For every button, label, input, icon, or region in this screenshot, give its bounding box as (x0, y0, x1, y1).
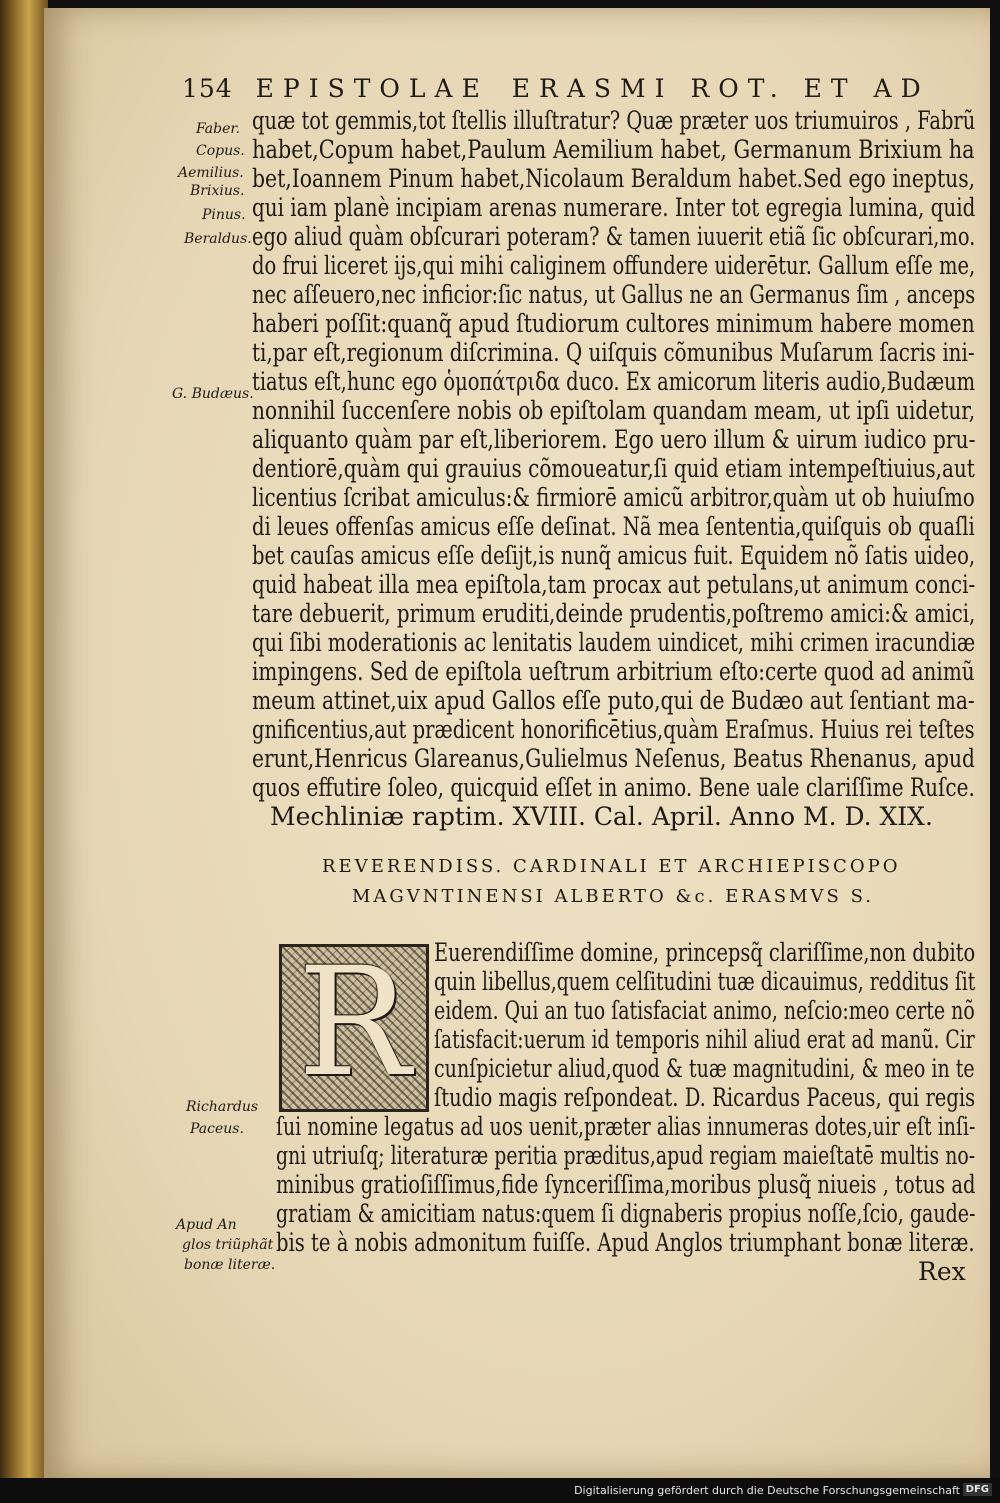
text-line: quæ tot gemmis,tot ſtellis illuſtratur? Quæ præter uos triumuiros , Fabrũ (252, 106, 976, 135)
text-line: impingens. Sed de epiſtola ueſtrum arbitrium eſto:certe quod ad animũ (252, 657, 975, 686)
margin-note: Pinus. (202, 207, 246, 223)
text-line: qui iam planè incipiam arenas numerare. Inter tot egregia lumina, quid (252, 193, 976, 222)
text-line: tare debuerit, primum eruditi,deinde prudentis,poſtremo amici:& amici, (252, 599, 976, 628)
text-line: nonnihil ſuccenſere nobis ob epiſtolam quandam meam, ut ipſi uidetur, (252, 396, 976, 425)
text-line: bet cauſas amicus eſſe deſijt,is nunq̃ amicus fuit. Equidem nõ ſatis uideo, (252, 541, 976, 570)
margin-note: Paceus. (190, 1121, 244, 1137)
margin-note: Aemilius. (178, 165, 244, 181)
text-line: cunſpicietur aliud,quod & tuæ magnitudini, & meo in te (434, 1054, 975, 1083)
margin-note: Beraldus. (184, 231, 252, 247)
text-line: quin libellus,quem celſitudini tuæ dicauimus, redditus ſit (434, 967, 976, 996)
text-line: ego aliud quàm obſcurari poteram? & tamen iuuerit etiã ſic obſcurari,mo. (252, 222, 976, 251)
letter-dateline: Mechliniæ raptim. XVIII. Cal. April. Anno M. D. XIX. (270, 802, 933, 831)
text-line: do frui liceret ijs,qui mihi caliginem offundere uiderētur. Gallum eſſe me, (252, 251, 976, 280)
running-title-right: ERASMI ROT. ET AD (511, 74, 930, 103)
catchword: Rex (918, 1257, 966, 1286)
text-line: qui ſibi moderationis ac lenitatis laudem uindicet, mihi crimen iracundiæ (252, 628, 976, 657)
text-line: ſtudio magis reſpondeat. D. Ricardus Paceus, qui regis (434, 1083, 976, 1112)
text-line: tiatus eſt,hunc ego ὁμοπάτριδα duco. Ex amicorum literis audio,Budæum (252, 367, 976, 396)
page-number: 154 (182, 74, 233, 103)
text-line: meum attinet,uix apud Gallos eſſe puto,qui de Budæo aut ſentiant ma- (252, 686, 975, 715)
running-title-left: EPISTOLAE (255, 74, 489, 103)
text-line: quid habeat illa mea epiſtola,tam procax aut petulans,ut animum conci- (252, 570, 976, 599)
text-line: aliquanto quàm par eſt,liberiorem. Ego uero illum & uirum iudico pru- (252, 425, 976, 454)
margin-note: bonæ literæ. (184, 1257, 276, 1273)
text-line: eidem. Qui an tuo ſatisfaciat animo, neſcio:meo certe nõ (434, 996, 975, 1025)
text-line: gratiam & amicitiam natus:quem ſi dignaberis propius noſſe,ſcio, gaude- (276, 1199, 976, 1228)
text-line: gni utriuſq; literaturæ peritia præditus,apud regiam maieſtatē multis no- (276, 1141, 976, 1170)
margin-note: glos triũphãt (182, 1237, 274, 1253)
initial-letter: R (297, 936, 411, 1110)
margin-note: G. Budæus. (172, 386, 254, 402)
letter2-title-line2: MAGVNTINENSI ALBERTO &c. ERASMVS S. (352, 886, 874, 907)
text-line: bet,Ioannem Pinum habet,Nicolaum Beraldum habet.Sed ego ineptus, (252, 164, 976, 193)
text-line: minibus gratioſiſſimus,fide ſynceriſſima,moribus plusq̃ niueis , totus ad (276, 1170, 976, 1199)
text-line: nec aſſeuero,nec inficior:ſic natus, ut Gallus ne an Germanus ſim , anceps (252, 280, 976, 309)
text-line: bis te à nobis admonitum fuiſſe. Apud Anglos triumphant bonæ literæ. (276, 1228, 975, 1257)
letter2-title-line1: REVERENDISS. CARDINALI ET ARCHIEPISCOPO (322, 856, 901, 877)
text-line: haberi poſſit:quanq̃ apud ſtudiorum cultores minimum habere momen (252, 309, 975, 338)
text-line: licentius ſcribat amiculus:& firmiorē amicũ arbitror,quàm ut ob huiuſmo (252, 483, 975, 512)
text-line: ſatisfacit:uerum id temporis nihil aliud erat ad manũ. Cir (434, 1025, 975, 1054)
text-line: habet,Copum habet,Paulum Aemilium habet, Germanum Brixium ha (252, 135, 975, 164)
text-line: di leues offenſas amicus eſſe deſinat. Nã mea ſententia,quiſquis ob quaſli (252, 512, 975, 541)
margin-note: Apud An (176, 1217, 237, 1233)
text-line: gnificentius,aut prædicent honorificētius,quàm Eraſmus. Huius rei teſtes (252, 715, 975, 744)
book-edge (0, 0, 48, 1480)
footer-credit: Digitalisierung gefördert durch die Deutsche Forschungsgemeinschaft (574, 1484, 960, 1497)
running-header (182, 76, 930, 101)
margin-note: Faber. (196, 121, 240, 137)
margin-note: Brixius. (190, 183, 245, 199)
text-line: dentiorē,quàm qui grauius cõmoueatur,ſi quid etiam intempeſtiuius,aut (252, 454, 975, 483)
footer-bar (0, 1478, 1000, 1503)
margin-note: Richardus (186, 1099, 259, 1115)
text-line: Euerendiſſime domine, princepsq̃ clariſſime,non dubito (434, 938, 976, 967)
text-line: ſui nomine legatus ad uos uenit,præter alias innumeras dotes,uir eſt inſi- (276, 1112, 976, 1141)
text-line: quos effutire ſoleo, quicquid eſſet in animo. Bene uale clariſſime Ruſce. (252, 773, 975, 802)
text-line: ti,par eſt,regionum diſcrimina. Q uiſquis cõmunibus Muſarum ſacris ini- (252, 338, 975, 367)
margin-note: Copus. (196, 143, 245, 159)
decorated-initial (279, 936, 429, 1112)
dfg-logo-icon: DFG (963, 1483, 992, 1496)
text-line: erunt,Henricus Glareanus,Gulielmus Neſenus, Beatus Rhenanus, apud (252, 744, 975, 773)
